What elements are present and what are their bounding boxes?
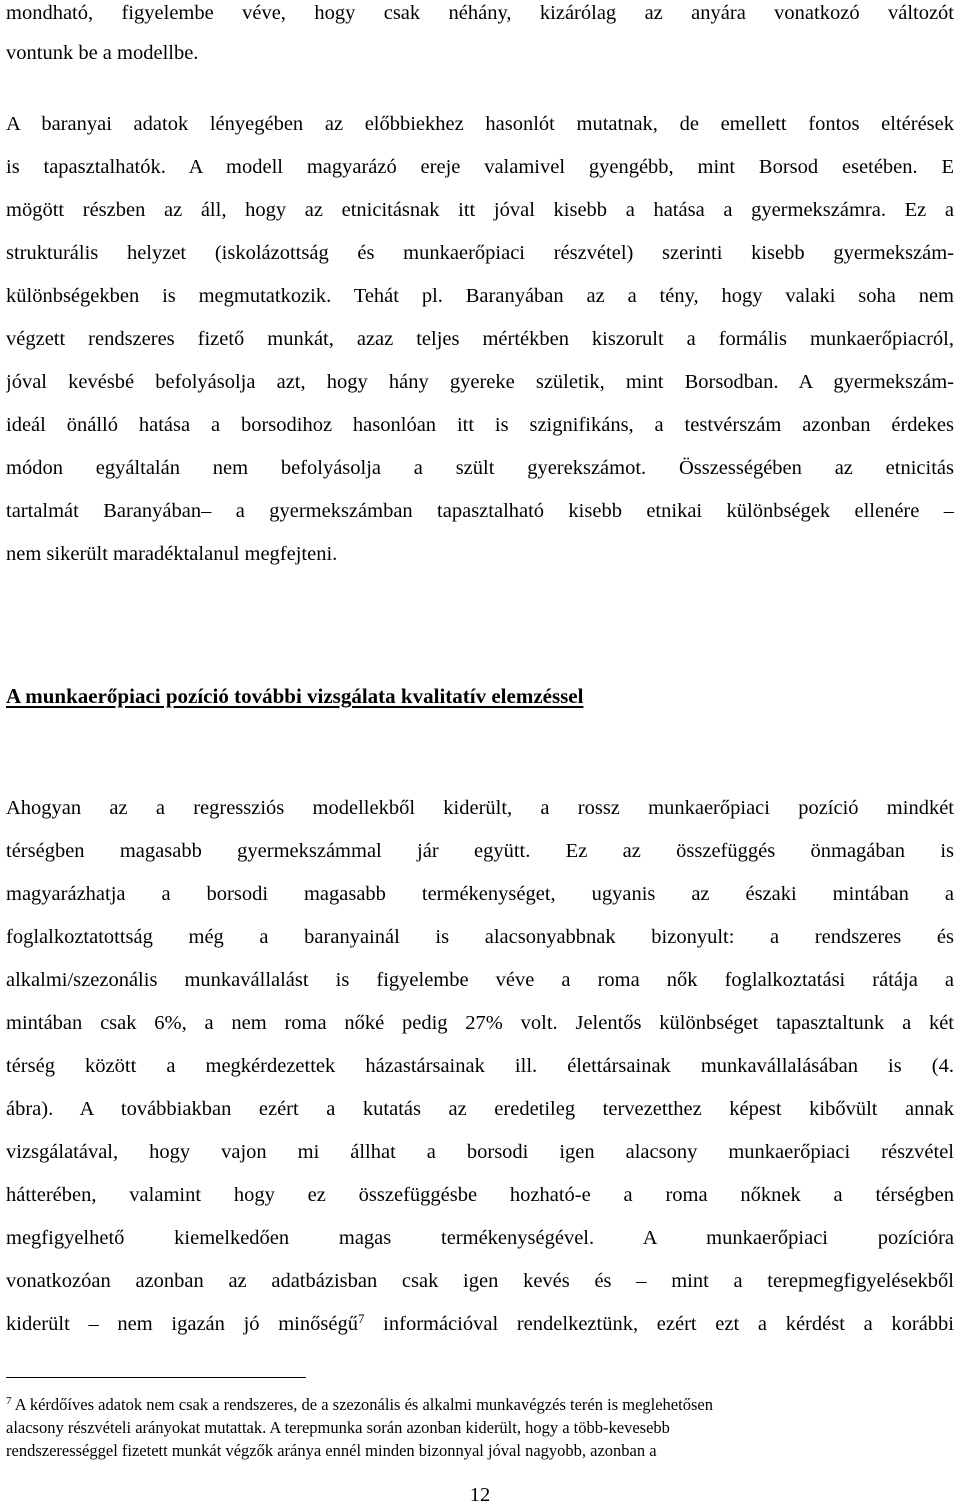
footnote-divider <box>6 1377 306 1378</box>
section-heading: A munkaerőpiaci pozíció további vizsgálata kvalitatív elemzéssel <box>6 684 584 708</box>
paragraph3-line: vonatkozóan azonban az adatbázisban csak igen kevés és – mint a terepmegfigyelésekből <box>6 1270 954 1292</box>
page-number: 12 <box>469 1484 491 1506</box>
paragraph3-line: alkalmi/szezonális munkavállalást is figyelembe véve a roma nők foglalkoztatási rátája a <box>6 969 954 991</box>
paragraph3-line: mintában csak 6%, a nem roma nőké pedig 27% volt. Jelentős különbséget tapasztaltunk a két <box>6 1012 954 1034</box>
paragraph3-line: hátterében, valamint hogy ez összefüggésbe hozható-e a roma nőknek a térségben <box>6 1184 954 1206</box>
paragraph2-line: mögött részben az áll, hogy az etnicitásnak itt jóval kisebb a hatása a gyermekszámra. Ez a <box>6 199 954 221</box>
footnote-marker: 7 <box>6 1395 12 1407</box>
footnote-line <box>6 1394 954 1416</box>
paragraph2-line: ideál önálló hatása a borsodihoz hasonlóan itt is szignifikáns, a testvérszám azonban érdekes <box>6 414 954 436</box>
paragraph3-line: ábra). A továbbiakban ezért a kutatás az eredetileg tervezetthez képest kibővült annak <box>6 1098 954 1120</box>
footnote-text: A kérdőíves adatok nem csak a rendszeres, de a szezonális és alkalmi munkavégzés terén is meglehetősen <box>11 1395 713 1414</box>
paragraph3-line: megfigyelhető kiemelkedően magas termékenységével. A munkaerőpiaci pozícióra <box>6 1227 954 1249</box>
paragraph2-line: nem sikerült maradéktalanul megfejteni. <box>6 543 338 565</box>
paragraph1-line: vontunk be a modellbe. <box>6 42 199 64</box>
paragraph2-line: különbségekben is megmutatkozik. Tehát pl. Baranyában az a tény, hogy valaki soha nem <box>6 285 954 307</box>
paragraph3-line: térségben magasabb gyermekszámmal jár együtt. Ez az összefüggés önmagában is <box>6 840 954 862</box>
paragraph2-line: végzett rendszeres fizető munkát, azaz teljes mértékben kiszorult a formális munkaerőpiacról, <box>6 328 954 350</box>
paragraph3-line: magyarázhatja a borsodi magasabb termékenységet, ugyanis az északi mintában a <box>6 883 954 905</box>
paragraph3-text: információval rendelkeztünk, ezért ezt a kérdést a korábbi <box>364 1313 954 1335</box>
paragraph3-line: foglalkoztatottság még a baranyainál is alacsonyabbnak bizonyult: a rendszeres és <box>6 926 954 948</box>
paragraph2-line: jóval kevésbé befolyásolja azt, hogy hány gyereke születik, mint Borsodban. A gyermekszám- <box>6 371 954 393</box>
footnote-reference: 7 <box>357 1311 365 1326</box>
footnote-line: alacsony részvételi arányokat mutattak. A terepmunka során azonban kiderült, hogy a több-kevesebb <box>6 1418 670 1437</box>
paragraph3-line: térség között a megkérdezettek házastársainak ill. élettársainak munkavállalásában is (4. <box>6 1055 954 1077</box>
paragraph3-text: kiderült – nem igazán jó minőségű <box>6 1313 358 1335</box>
footnote-line: rendszerességgel fizetett munkát végzők aránya ennél minden bizonnyal jóval nagyobb, azonban a <box>6 1441 657 1460</box>
paragraph3-last-line <box>6 1311 954 1337</box>
paragraph2-line: tartalmát Baranyában– a gyermekszámban tapasztalható kisebb etnikai különbségek ellenére – <box>6 500 954 522</box>
paragraph3-line: Ahogyan az a regressziós modellekből kiderült, a rossz munkaerőpiaci pozíció mindkét <box>6 797 954 819</box>
paragraph2-line: is tapasztalhatók. A modell magyarázó ereje valamivel gyengébb, mint Borsod esetében. E <box>6 156 954 178</box>
paragraph2-line: strukturális helyzet (iskolázottság és munkaerőpiaci részvétel) szerinti kisebb gyermekszám- <box>6 242 954 264</box>
paragraph1-line: mondható, figyelembe véve, hogy csak néhány, kizárólag az anyára vonatkozó változót <box>6 2 954 24</box>
paragraph2-line: módon egyáltalán nem befolyásolja a szült gyerekszámot. Összességében az etnicitás <box>6 457 954 479</box>
paragraph2-line: A baranyai adatok lényegében az előbbiekhez hasonlót mutatnak, de emellett fontos eltérések <box>6 113 954 135</box>
paragraph3-line: vizsgálatával, hogy vajon mi állhat a borsodi igen alacsony munkaerőpiaci részvétel <box>6 1141 954 1163</box>
